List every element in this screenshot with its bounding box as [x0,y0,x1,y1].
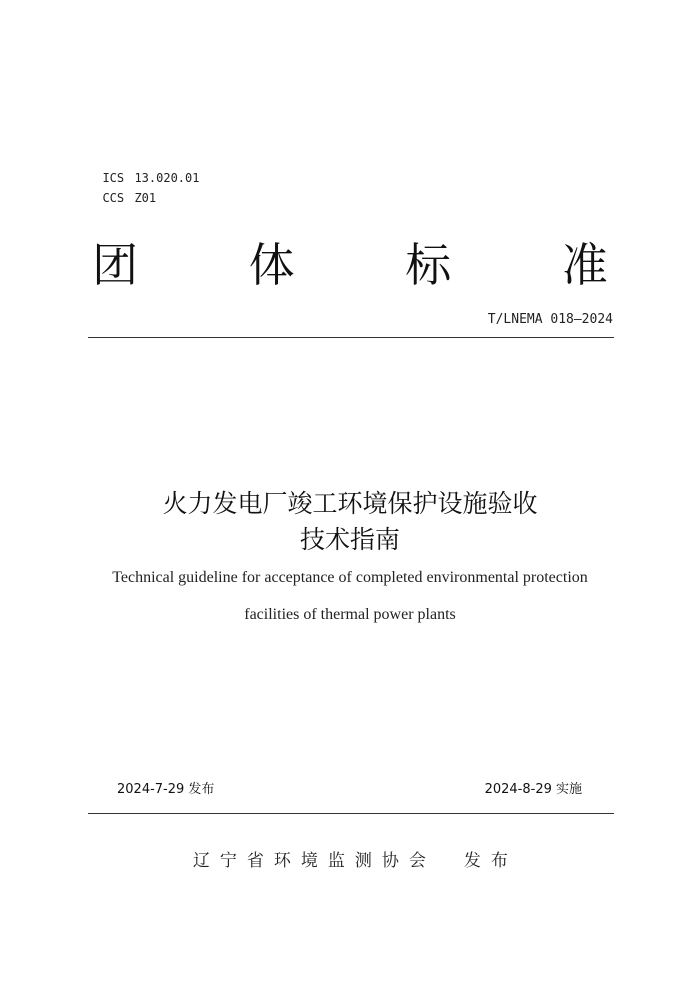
title-en-line-1: Technical guideline for acceptance of completed environmental protection [112,569,588,586]
standard-type-heading: 团 体 标 准 [92,238,656,292]
publisher-action: 发布 [463,851,518,871]
implement-date: 2024-8-29 实施 [484,782,582,797]
title-cn-line-1: 火力发电厂竣工环境保护设施验收 [162,489,538,518]
standard-number: T/LNEMA 018—2024 [487,312,613,327]
publisher-organization: 辽宁省环境监测协会 [192,851,436,871]
bottom-divider [88,813,614,814]
ccs-value: Z01 [134,191,157,205]
ccs-label: CCS [102,191,125,205]
title-cn-line-2: 技术指南 [299,525,400,554]
ics-label: ICS [102,171,125,185]
title-en-line-2: facilities of thermal power plants [244,606,456,623]
top-divider [88,337,614,338]
ccs-code [88,177,156,205]
ics-value: 13.020.01 [134,171,200,185]
issue-date: 2024-7-29 发布 [117,782,215,797]
publisher-line [0,828,700,872]
